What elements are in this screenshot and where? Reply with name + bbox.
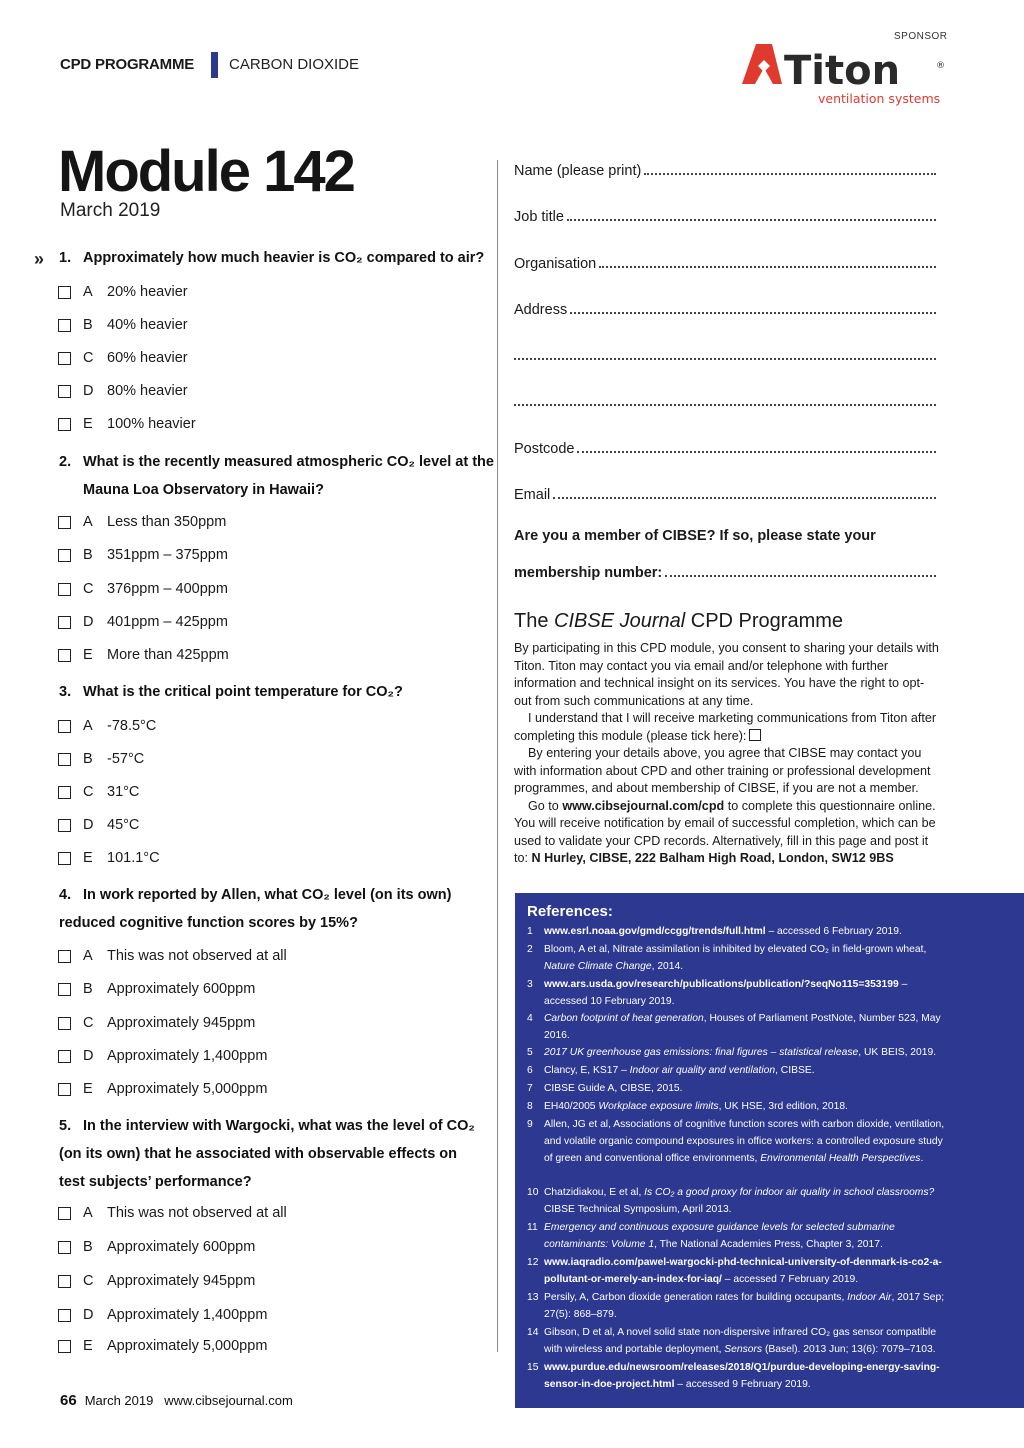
address-line-3[interactable] [514, 394, 936, 410]
reference-item: 2 Bloom, A et al, Nitrate assimilation is inhibited by elevated CO₂ in field-grown wheat, Nature Climate Change, 2014. [527, 941, 952, 975]
marketing-paragraph: I understand that I will receive marketing communications from Titon after completing this module (please tick here): [514, 711, 937, 743]
option-text: Approximately 945ppm [107, 1273, 256, 1289]
logo-registered: ® [936, 61, 945, 71]
option-text: 376ppm – 400ppm [107, 581, 228, 597]
answer-checkbox-q3-d[interactable] [58, 819, 71, 832]
answer-checkbox-q4-b[interactable] [58, 983, 71, 996]
answer-checkbox-q3-c[interactable] [58, 786, 71, 799]
question-text-line: Mauna Loa Observatory in Hawaii? [83, 482, 324, 498]
question-text-line: 2. What is the recently measured atmospheric CO₂ level at the [59, 448, 494, 476]
option-text: This was not observed at all [107, 948, 287, 964]
answer-checkbox-q5-d[interactable] [58, 1309, 71, 1322]
reference-number: 2 [527, 944, 533, 955]
option-letter: A [83, 1205, 93, 1221]
member-question: Are you a member of CIBSE? If so, please state your [514, 528, 876, 544]
option-letter: B [83, 317, 93, 333]
programme-label: CPD PROGRAMME [60, 56, 195, 73]
programme-text [514, 640, 939, 868]
option-letter: E [83, 850, 93, 866]
reference-item[interactable]: 12 www.iaqradio.com/pawel-wargocki-phd-technical-university-of-denmark-is-co2-a-pollutant-or-merely-an-index-for-iaq/ – accessed 7 February 2019. [527, 1254, 952, 1288]
programme-title: The CIBSE Journal CPD Programme [514, 610, 844, 632]
answer-checkbox-q3-e[interactable] [58, 852, 71, 865]
header-divider-bar [211, 52, 218, 78]
option-letter: C [83, 350, 94, 366]
reference-number: 11 [527, 1222, 538, 1233]
option-text: Less than 350ppm [107, 514, 227, 530]
option-letter: B [83, 1239, 93, 1255]
option-text: This was not observed at all [107, 1205, 287, 1221]
reference-number: 1 [527, 926, 533, 937]
address-line-2[interactable] [514, 348, 936, 364]
logo-wordmark: Titon [784, 48, 901, 94]
option-text: 101.1°C [107, 850, 160, 866]
answer-checkbox-q1-d[interactable] [58, 385, 71, 398]
references-panel [515, 893, 1024, 1408]
column-divider [497, 160, 498, 1352]
answer-checkbox-q3-a[interactable] [58, 720, 71, 733]
titon-logo-mark [740, 42, 950, 108]
reference-item: 5 2017 UK greenhouse gas emissions: final figures – statistical release, UK BEIS, 2019. [527, 1044, 952, 1061]
option-text: Approximately 945ppm [107, 1015, 256, 1031]
reference-number: 4 [527, 1013, 533, 1024]
option-text: 31°C [107, 784, 140, 800]
reference-item: 14 Gibson, D et al, A novel solid state non-dispersive infrared CO₂ gas sensor compatible with wireless and portable deployment, Sensors (Basel). 2013 Jun; 13(6): 7079–7103. [527, 1324, 952, 1358]
question-2 [59, 448, 494, 504]
option-letter: B [83, 981, 93, 997]
option-letter: C [83, 581, 94, 597]
answer-checkbox-q4-e[interactable] [58, 1083, 71, 1096]
option-letter: B [83, 751, 93, 767]
job-title-field[interactable]: Job title [514, 209, 936, 225]
reference-item: 10 Chatzidiakou, E et al, Is CO₂ a good proxy for indoor air quality in school classrooms? CIBSE Technical Symposium, April 2013. [527, 1184, 952, 1218]
answer-checkbox-q2-d[interactable] [58, 616, 71, 629]
question-text-line: test subjects’ performance? [59, 1174, 252, 1190]
question-3 [59, 678, 403, 706]
reference-number: 8 [527, 1101, 533, 1112]
reference-item[interactable]: 15 www.purdue.edu/newsroom/releases/2018/Q1/purdue-developing-energy-saving-sensor-in-doe-project.html – accessed 9 February 2019. [527, 1359, 952, 1393]
answer-checkbox-q1-e[interactable] [58, 418, 71, 431]
address-field[interactable]: Address [514, 302, 936, 318]
question-text-line: (on its own) that he associated with observable effects on [59, 1146, 458, 1162]
option-text: Approximately 5,000ppm [107, 1081, 268, 1097]
answer-checkbox-q5-b[interactable] [58, 1241, 71, 1254]
option-text: -78.5°C [107, 718, 157, 734]
chevron-right-icon: » [34, 249, 45, 269]
module-date: March 2019 [60, 200, 161, 221]
option-text: Approximately 600ppm [107, 981, 256, 997]
topic-label: CARBON DIOXIDE [229, 56, 360, 73]
reference-item: 4 Carbon footprint of heat generation, Houses of Parliament PostNote, Number 523, May 2016. [527, 1010, 952, 1044]
option-text: Approximately 600ppm [107, 1239, 256, 1255]
sponsor-label: SPONSOR [894, 31, 948, 42]
option-text: 45°C [107, 817, 140, 833]
reference-number: 3 [527, 979, 533, 990]
option-text: 100% heavier [107, 416, 196, 432]
question-number: 3. [59, 684, 72, 700]
reference-item[interactable]: 3 www.ars.usda.gov/research/publications/publication/?seqNo115=353199 – accessed 10 February 2019. [527, 976, 952, 1010]
answer-checkbox-q4-a[interactable] [58, 950, 71, 963]
reference-item: 11 Emergency and continuous exposure guidance levels for selected submarine contaminants: Volume 1, The National Academies Press, Chapter 3, 2017. [527, 1219, 952, 1253]
reference-number: 6 [527, 1065, 533, 1076]
membership-number-field[interactable]: membership number: [514, 565, 936, 581]
titon-logo [740, 42, 950, 108]
answer-checkbox-q4-d[interactable] [58, 1050, 71, 1063]
answer-checkbox-q4-c[interactable] [58, 1017, 71, 1030]
question-number: 5. [59, 1118, 72, 1134]
page-footer [60, 1392, 293, 1409]
postcode-field[interactable]: Postcode [514, 441, 936, 457]
option-letter: E [83, 1338, 93, 1354]
option-letter: D [83, 817, 94, 833]
question-text-line: 1. Approximately how much heavier is CO₂ compared to air? [59, 244, 484, 272]
answer-checkbox-q3-b[interactable] [58, 753, 71, 766]
option-letter: A [83, 718, 93, 734]
option-text: More than 425ppm [107, 647, 229, 663]
option-letter: A [83, 284, 93, 300]
question-text-line: reduced cognitive function scores by 15%? [59, 915, 358, 931]
option-letter: D [83, 614, 94, 630]
page-number: 66 [60, 1392, 77, 1409]
reference-number: 15 [527, 1362, 539, 1373]
marketing-consent-checkbox[interactable] [749, 729, 761, 741]
answer-checkbox-q5-c[interactable] [58, 1275, 71, 1288]
question-text-line: 5. In the interview with Wargocki, what was the level of CO₂ [59, 1112, 475, 1140]
option-text: 80% heavier [107, 383, 188, 399]
option-letter: B [83, 547, 93, 563]
answer-checkbox-q2-a[interactable] [58, 516, 71, 529]
reference-number: 13 [527, 1292, 539, 1303]
option-letter: E [83, 1081, 93, 1097]
question-number: 2. [59, 454, 72, 470]
option-text: Approximately 1,400ppm [107, 1307, 268, 1323]
reference-item: 9 Allen, JG et al, Associations of cognitive function scores with carbon dioxide, ventilation, and volatile organic compound exposures in office workers: a controlled exposure study of green and conventional office environments, Environmental Health Perspectives. [527, 1116, 952, 1167]
option-text: 60% heavier [107, 350, 188, 366]
answer-checkbox-q1-a[interactable] [58, 286, 71, 299]
question-number: 1. [59, 250, 72, 266]
option-letter: D [83, 1048, 94, 1064]
postal-address: N Hurley, CIBSE, 222 Balham High Road, London, SW12 9BS [531, 851, 894, 865]
question-4 [59, 881, 451, 937]
reference-number: 7 [527, 1083, 533, 1094]
option-letter: E [83, 416, 93, 432]
answer-checkbox-q1-c[interactable] [58, 352, 71, 365]
question-text-line: 4. In work reported by Allen, what CO₂ level (on its own) [59, 881, 451, 909]
reference-number: 10 [527, 1187, 539, 1198]
option-letter: C [83, 1273, 94, 1289]
submission-paragraph: Go to www.cibsejournal.com/cpd to complete this questionnaire online. You will receive notification by email of successful completion, which can be used to validate your CPD records. Alternatively, fill in this page and post it to: N Hurley, CIBSE, 222 Balham High Road, London, SW12 9BS [514, 798, 936, 865]
name-field[interactable]: Name (please print) [514, 163, 936, 179]
option-text: Approximately 5,000ppm [107, 1338, 268, 1354]
answer-checkbox-q5-a[interactable] [58, 1207, 71, 1220]
option-text: 401ppm – 425ppm [107, 614, 228, 630]
reference-item: 7 CIBSE Guide A, CIBSE, 2015. [527, 1080, 952, 1097]
organisation-field[interactable]: Organisation [514, 256, 936, 272]
reference-number: 9 [527, 1119, 533, 1130]
option-letter: D [83, 383, 94, 399]
footer-date: March 2019 [84, 1393, 154, 1408]
module-title: Module 142 [58, 139, 354, 204]
question-text-line: 3. What is the critical point temperature for CO₂? [59, 678, 403, 706]
answer-checkbox-q5-e[interactable] [58, 1340, 71, 1353]
logo-tagline: ventilation systems [818, 91, 941, 106]
references-heading: References: [527, 903, 613, 920]
reference-number: 5 [527, 1047, 533, 1058]
cpd-link[interactable]: www.cibsejournal.com/cpd [562, 798, 725, 813]
answer-checkbox-q2-b[interactable] [58, 549, 71, 562]
reference-item: 8 EH40/2005 Workplace exposure limits, UK HSE, 3rd edition, 2018. [527, 1098, 952, 1115]
question-5 [59, 1112, 475, 1196]
question-number: 4. [59, 887, 72, 903]
option-letter: D [83, 1307, 94, 1323]
reference-number: 14 [527, 1327, 539, 1338]
reference-item: 6 Clancy, E, KS17 – Indoor air quality and ventilation, CIBSE. [527, 1062, 952, 1079]
question-1 [59, 244, 484, 272]
option-text: 40% heavier [107, 317, 188, 333]
option-letter: A [83, 948, 93, 964]
option-text: -57°C [107, 751, 145, 767]
option-letter: C [83, 784, 94, 800]
answer-checkbox-q1-b[interactable] [58, 319, 71, 332]
cibse-contact-paragraph: By entering your details above, you agree that CIBSE may contact you with information about CPD and other training or professional development programmes, and about membership of CIBSE, if you are not a member. [514, 746, 931, 795]
answer-checkbox-q2-c[interactable] [58, 583, 71, 596]
reference-number: 12 [527, 1257, 539, 1268]
option-text: 351ppm – 375ppm [107, 547, 228, 563]
option-letter: C [83, 1015, 94, 1031]
email-field[interactable]: Email [514, 487, 936, 503]
answer-checkbox-q2-e[interactable] [58, 649, 71, 662]
reference-item[interactable]: 1 www.esrl.noaa.gov/gmd/ccgg/trends/full.html – accessed 6 February 2019. [527, 923, 952, 940]
footer-site[interactable]: www.cibsejournal.com [164, 1393, 293, 1408]
option-letter: A [83, 514, 93, 530]
option-text: 20% heavier [107, 284, 188, 300]
reference-item: 13 Persily, A, Carbon dioxide generation rates for building occupants, Indoor Air, 2017 Sep; 27(5): 868–879. [527, 1289, 952, 1323]
consent-paragraph: By participating in this CPD module, you consent to sharing your details with Titon. Titon may contact you via email and/or telephone with further information and technical insight on its services. You have the right to opt-out from such communications at any time. [514, 641, 939, 708]
option-letter: E [83, 647, 93, 663]
option-text: Approximately 1,400ppm [107, 1048, 268, 1064]
